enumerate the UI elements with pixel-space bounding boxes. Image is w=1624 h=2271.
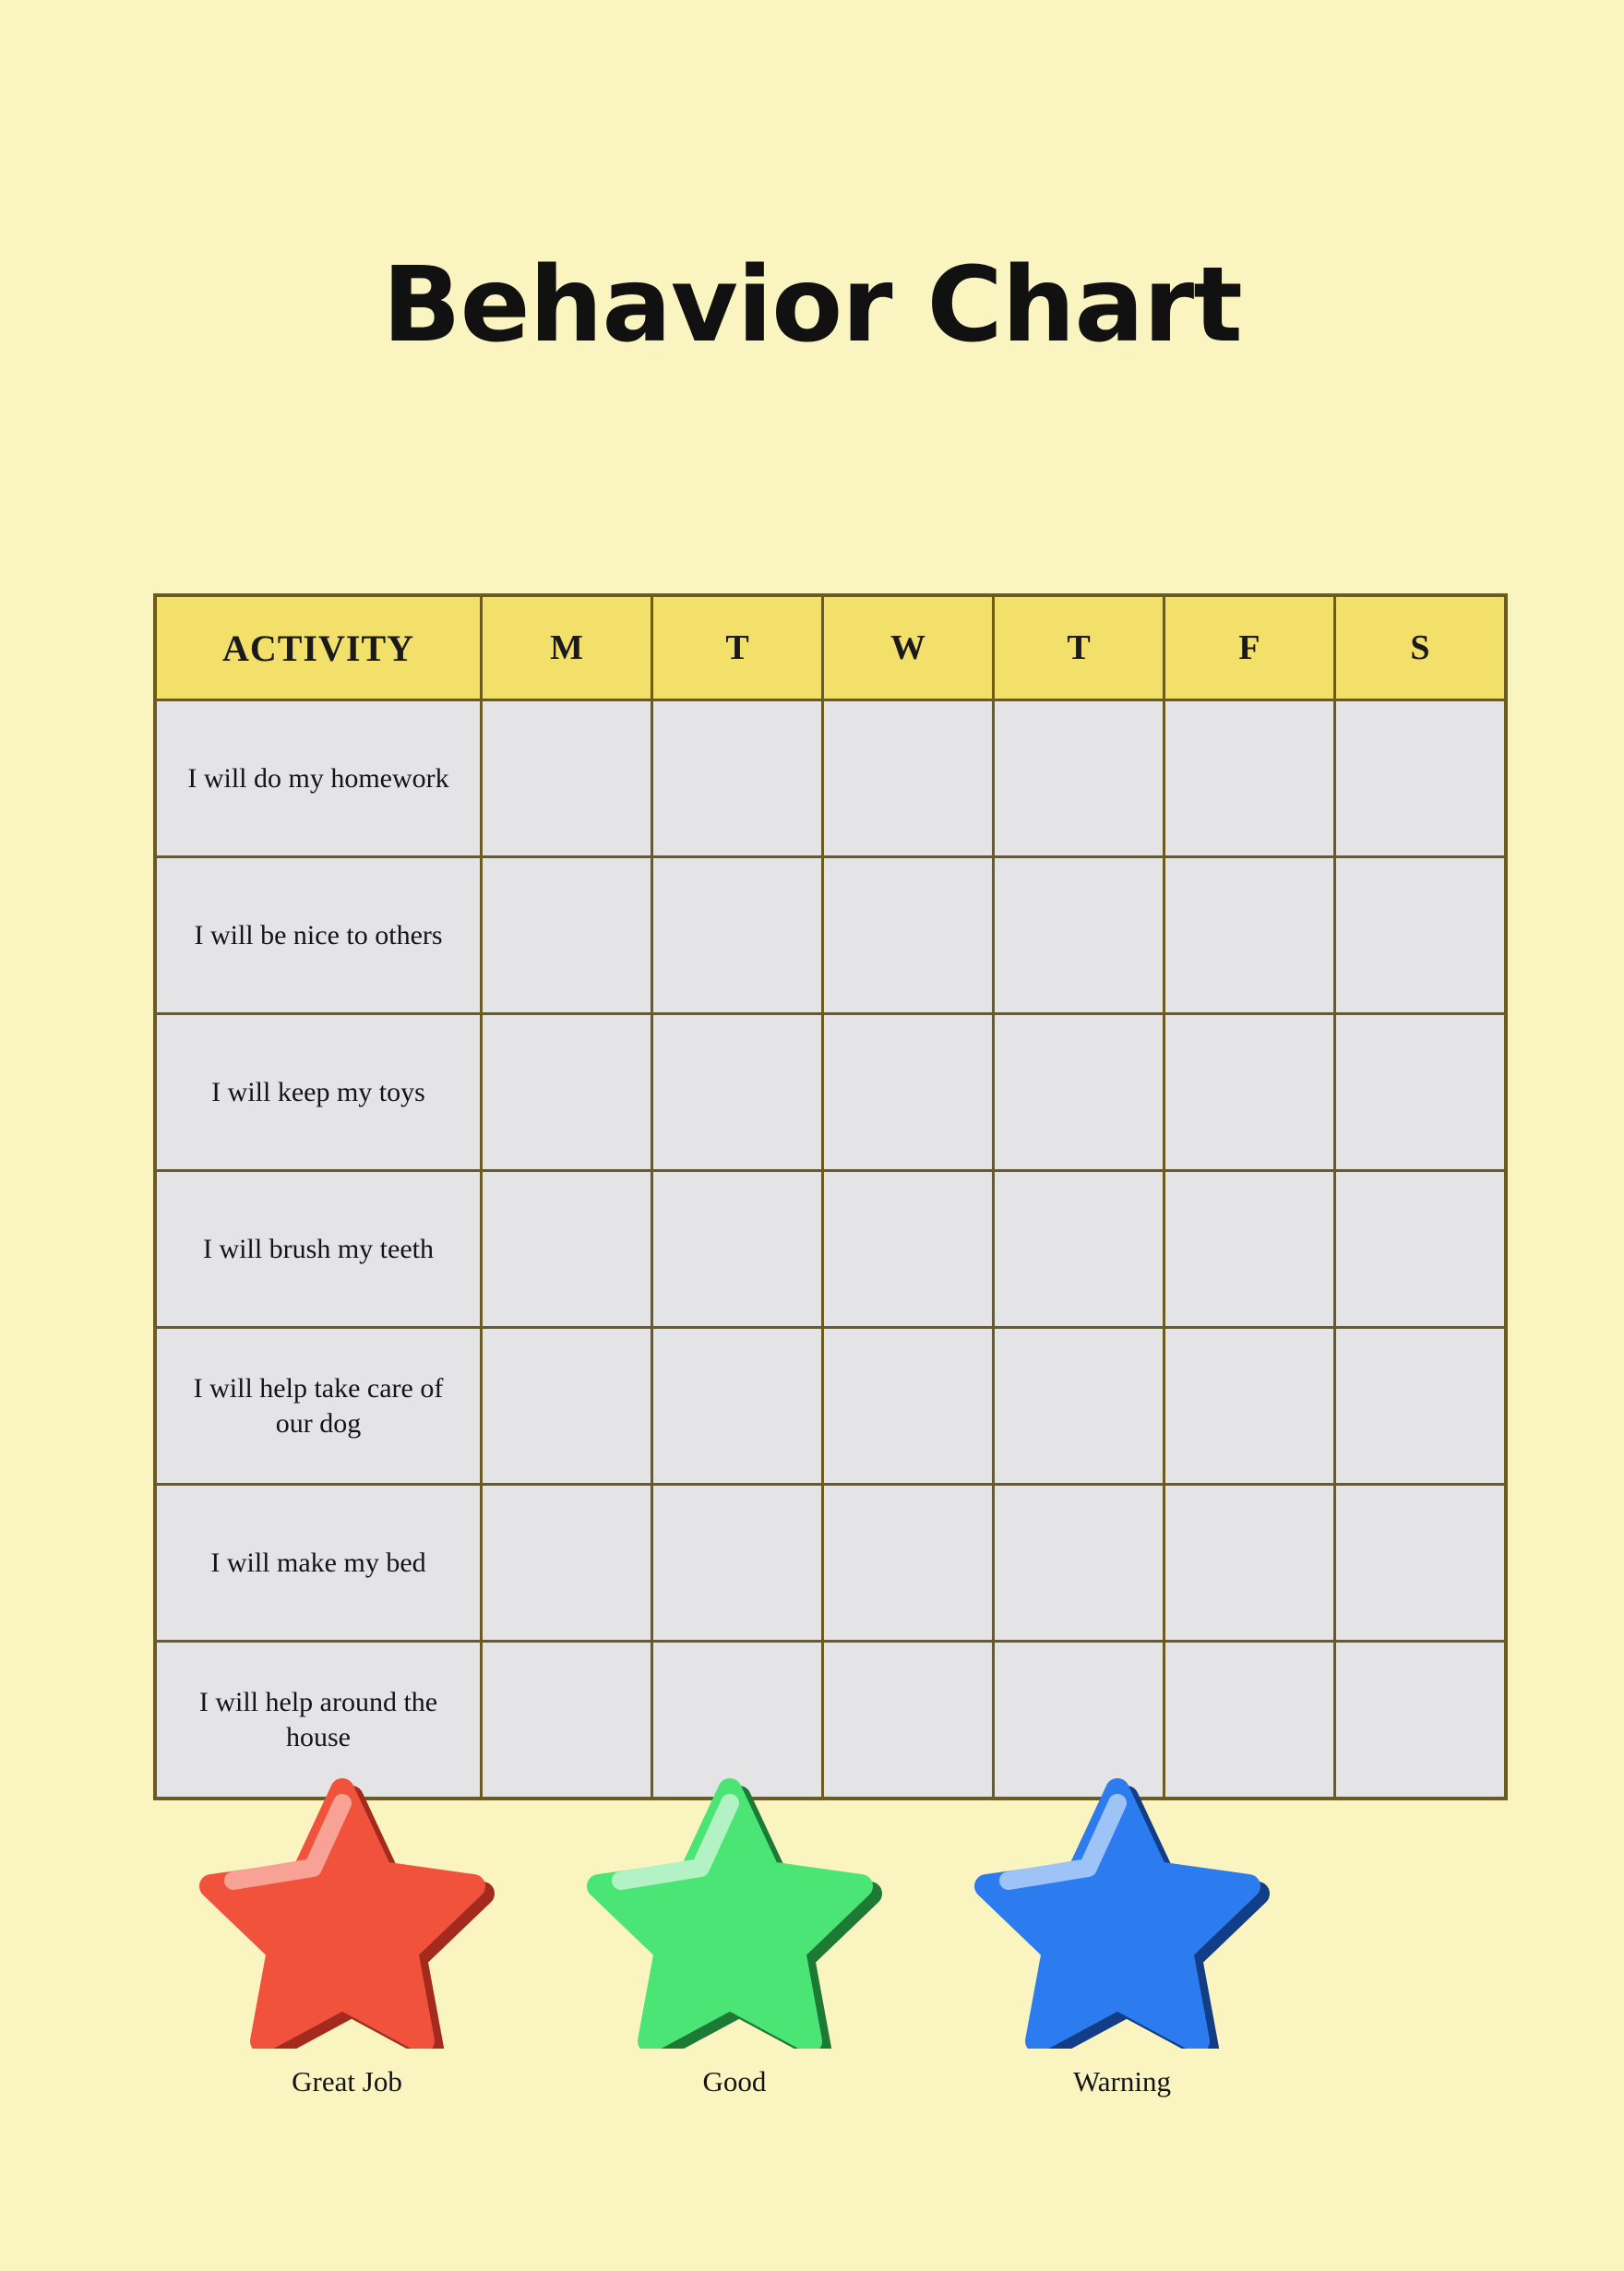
column-header-monday: M xyxy=(482,595,652,700)
mark-cell[interactable] xyxy=(652,1328,823,1485)
mark-cell[interactable] xyxy=(652,1014,823,1171)
column-header-friday: F xyxy=(1164,595,1335,700)
mark-cell[interactable] xyxy=(994,857,1164,1014)
mark-cell[interactable] xyxy=(1335,857,1507,1014)
mark-cell[interactable] xyxy=(482,1014,652,1171)
activity-label: I will help take care of our dog xyxy=(155,1328,482,1485)
mark-cell[interactable] xyxy=(994,1171,1164,1328)
table-row xyxy=(155,857,1506,1014)
column-header-saturday: S xyxy=(1335,595,1507,700)
behavior-table xyxy=(153,593,1508,1800)
table-row xyxy=(155,1171,1506,1328)
mark-cell[interactable] xyxy=(1164,1485,1335,1642)
activity-label: I will do my homework xyxy=(155,700,482,857)
legend-label: Warning xyxy=(1073,2065,1171,2098)
mark-cell[interactable] xyxy=(1335,1328,1507,1485)
mark-cell[interactable] xyxy=(652,1171,823,1328)
table-row xyxy=(155,1014,1506,1171)
star-icon xyxy=(195,1772,499,2049)
mark-cell[interactable] xyxy=(1335,700,1507,857)
mark-cell[interactable] xyxy=(823,1485,994,1642)
mark-cell[interactable] xyxy=(1335,1485,1507,1642)
mark-cell[interactable] xyxy=(652,700,823,857)
mark-cell[interactable] xyxy=(994,1328,1164,1485)
behavior-table-wrapper xyxy=(153,593,1473,1800)
star-icon xyxy=(582,1772,887,2049)
mark-cell[interactable] xyxy=(823,700,994,857)
mark-cell[interactable] xyxy=(1164,1014,1335,1171)
activity-label: I will keep my toys xyxy=(155,1014,482,1171)
column-header-thursday: T xyxy=(994,595,1164,700)
activity-label: I will be nice to others xyxy=(155,857,482,1014)
column-header-wednesday: W xyxy=(823,595,994,700)
mark-cell[interactable] xyxy=(1335,1171,1507,1328)
mark-cell[interactable] xyxy=(482,1485,652,1642)
activity-label: I will make my bed xyxy=(155,1485,482,1642)
activity-label: I will help around the house xyxy=(155,1642,482,1799)
mark-cell[interactable] xyxy=(1164,700,1335,857)
mark-cell[interactable] xyxy=(994,700,1164,857)
mark-cell[interactable] xyxy=(823,857,994,1014)
page-title: Behavior Chart xyxy=(382,245,1242,365)
legend xyxy=(153,1772,1473,2098)
mark-cell[interactable] xyxy=(482,857,652,1014)
mark-cell[interactable] xyxy=(482,700,652,857)
mark-cell[interactable] xyxy=(1335,1014,1507,1171)
mark-cell[interactable] xyxy=(652,1485,823,1642)
mark-cell[interactable] xyxy=(823,1014,994,1171)
mark-cell[interactable] xyxy=(482,1328,652,1485)
star-icon xyxy=(970,1772,1274,2049)
mark-cell[interactable] xyxy=(994,1485,1164,1642)
legend-item-good xyxy=(541,1772,928,2098)
legend-label: Great Job xyxy=(292,2065,402,2098)
mark-cell[interactable] xyxy=(482,1171,652,1328)
mark-cell[interactable] xyxy=(1164,857,1335,1014)
table-row xyxy=(155,1485,1506,1642)
table-header-row xyxy=(155,595,1506,700)
mark-cell[interactable] xyxy=(823,1171,994,1328)
mark-cell[interactable] xyxy=(652,857,823,1014)
table-row xyxy=(155,1328,1506,1485)
activity-label: I will brush my teeth xyxy=(155,1171,482,1328)
mark-cell[interactable] xyxy=(994,1014,1164,1171)
legend-item-warning xyxy=(928,1772,1316,2098)
mark-cell[interactable] xyxy=(1164,1328,1335,1485)
column-header-tuesday: T xyxy=(652,595,823,700)
table-row xyxy=(155,700,1506,857)
mark-cell[interactable] xyxy=(1164,1171,1335,1328)
column-header-activity: ACTIVITY xyxy=(155,595,482,700)
mark-cell[interactable] xyxy=(823,1328,994,1485)
legend-item-great-job xyxy=(153,1772,541,2098)
legend-label: Good xyxy=(702,2065,767,2098)
